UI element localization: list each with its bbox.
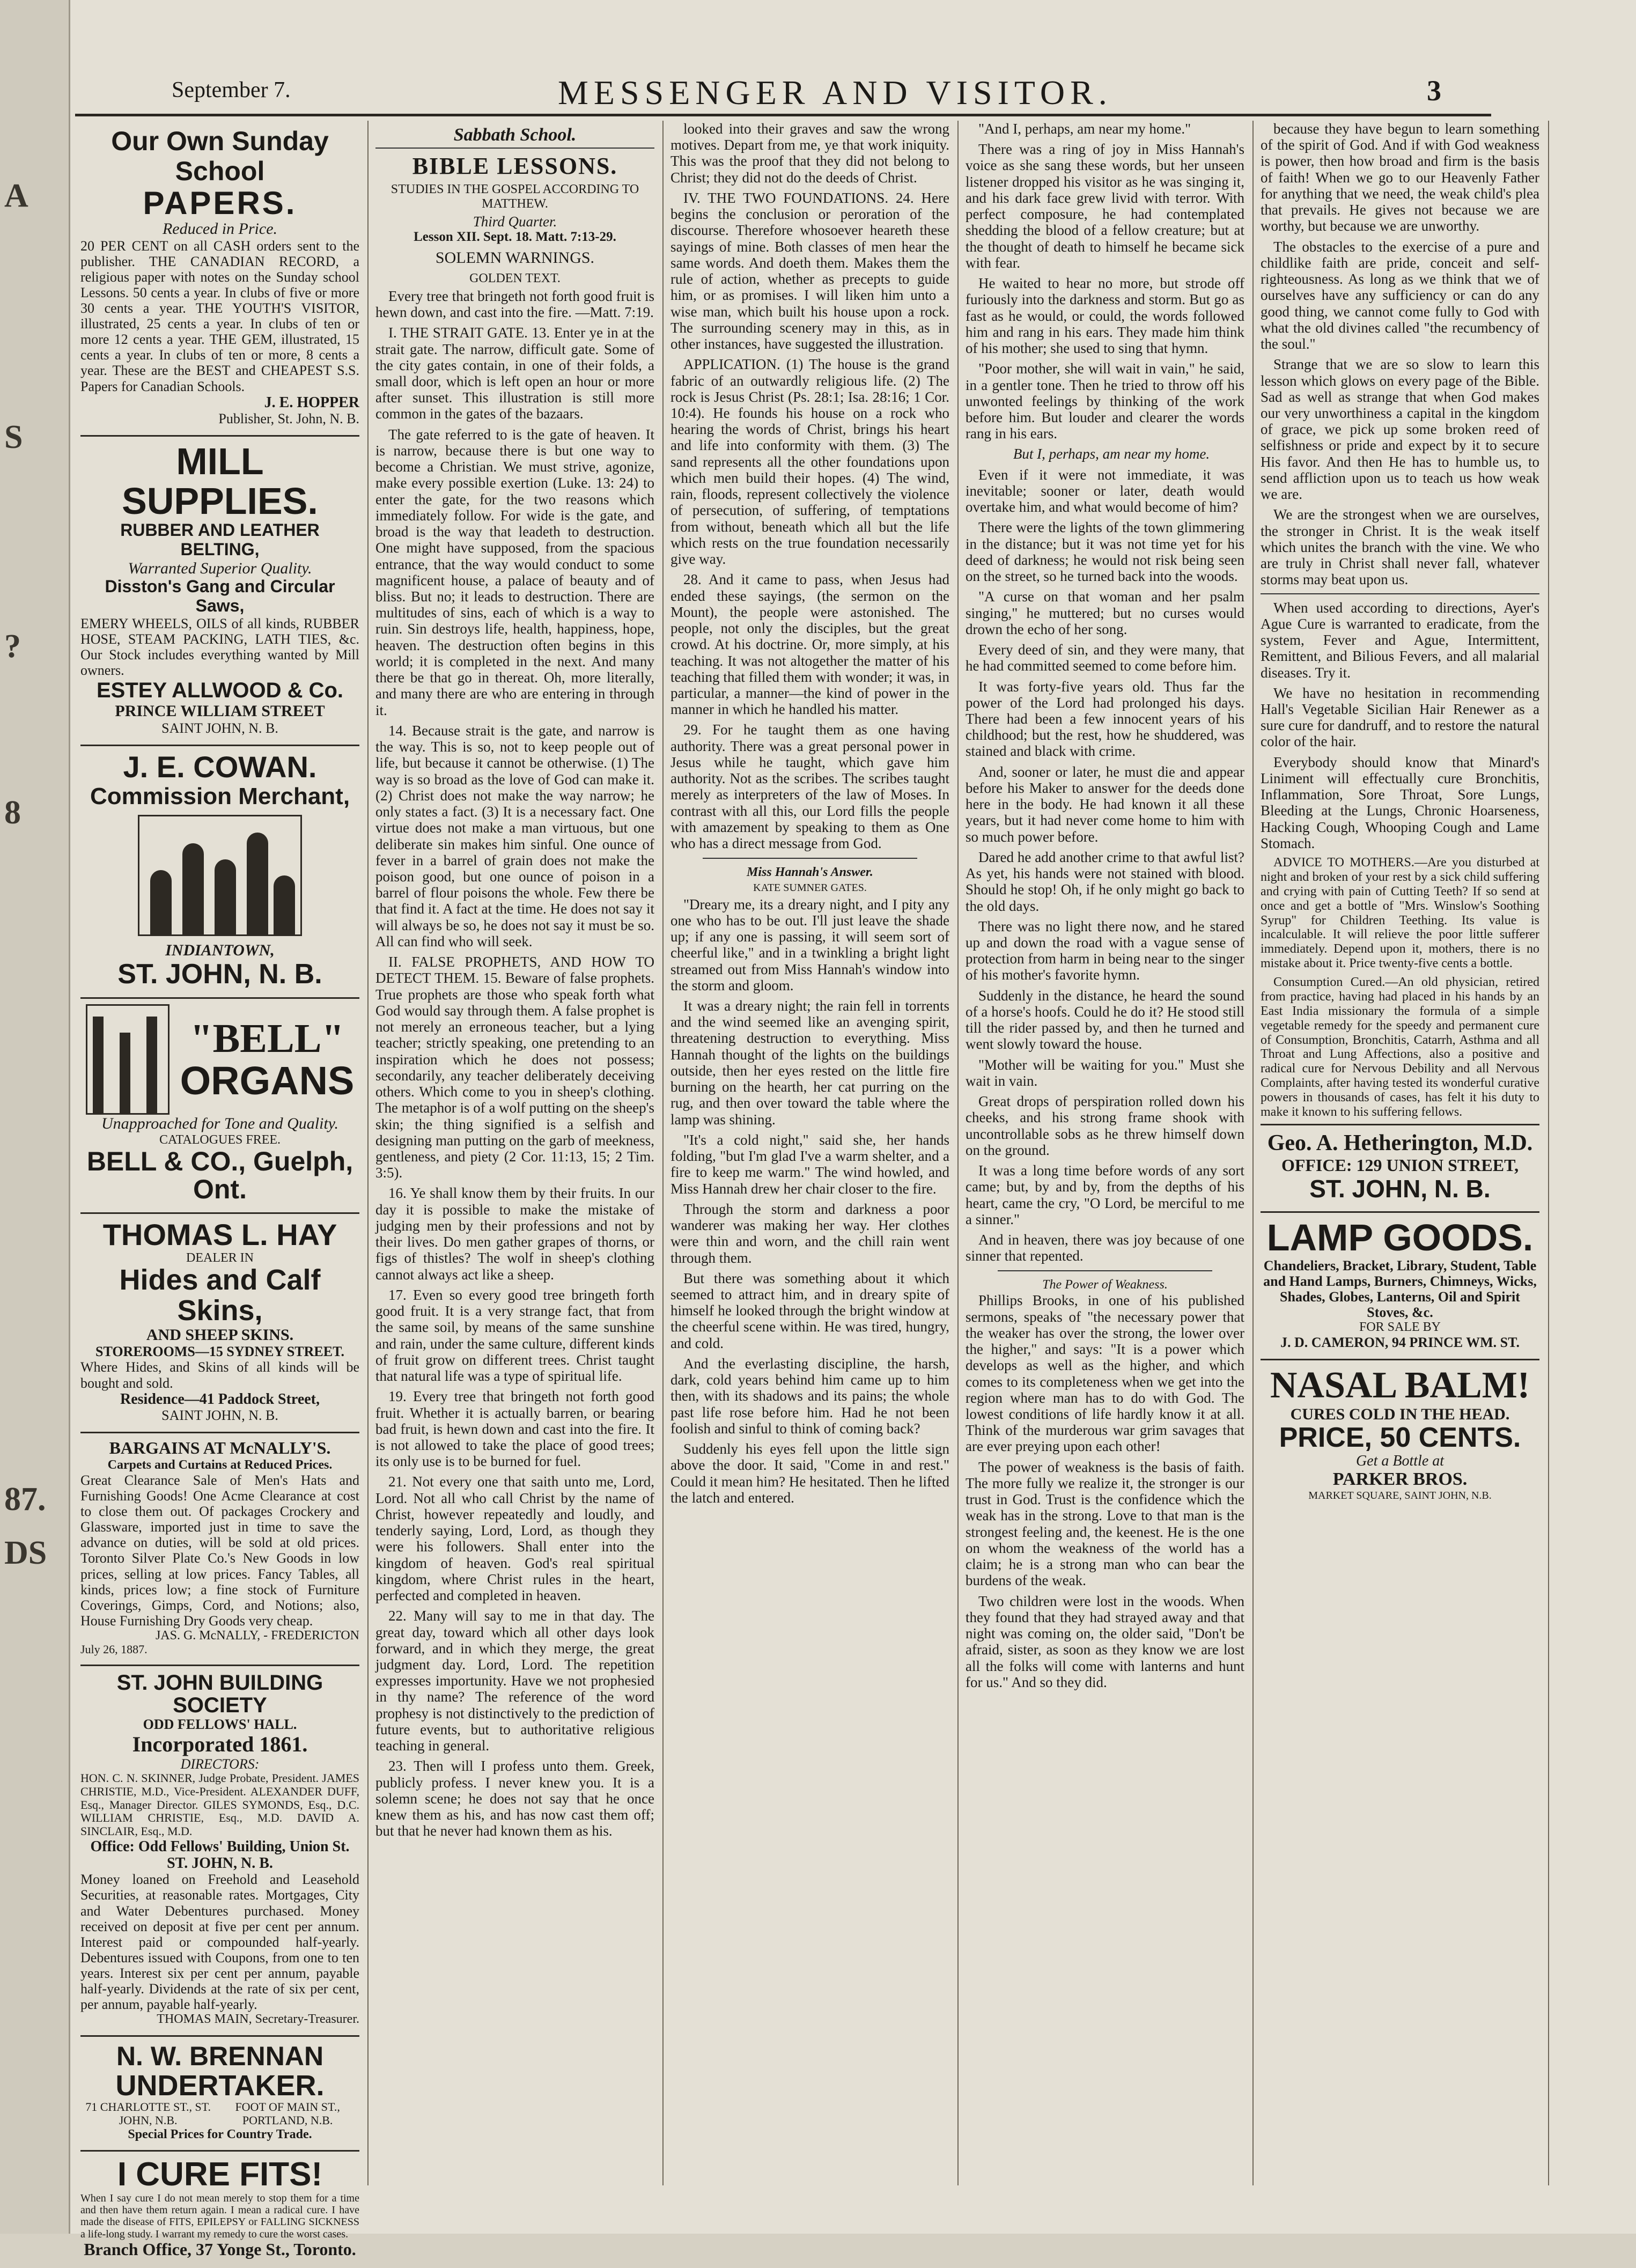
- margin-fragment: 87.: [4, 1481, 46, 1518]
- story-paragraph: It was a long time before words of any sort came; but, by and by, from the depths of his heart, came the cry, "O Lord, be merciful to me a sinner.": [966, 1162, 1244, 1227]
- lesson-paragraph: IV. THE TWO FOUNDATIONS. 24. Here begins the conclusion or peroration of the discourse. Therefore whosoever heareth these sayings of mine. Both classes of men hear the same words. And doeth them. Makes them the rule of action, whether as precepts to guide him, or as promises. I will liken him unto a wise man, which built his house upon a rock. The surrounding scenery may in this, as in other instances, have suggested the illustration.: [670, 189, 949, 352]
- ad-signature: J. E. HOPPER: [264, 394, 359, 411]
- ad-product: ORGANS: [180, 1058, 355, 1103]
- column-rule: [1252, 121, 1254, 2185]
- story-title: Miss Hannah's Answer.: [747, 865, 873, 880]
- ad-body: When I say cure I do not mean merely to stop them for a time and then have them return again. I mean a radical cure. I have made the disease of FITS, EPILEPSY or FALLING SICKNESS a life-long study. I warrant my remedy to cure the worst cases.: [80, 2192, 359, 2240]
- lesson-paragraph: 19. Every tree that bringeth not forth good fruit. Whether it is actually barren, or bearing bad fruit, is hewn down and cast into the fire. It is not allowed to take the place of good trees; its only use is to be burned for fuel.: [375, 1388, 654, 1470]
- left-page-edge: [0, 0, 70, 2234]
- story-paragraph: Through the storm and darkness a poor wanderer was making her way. Her clothes were thin and worn, and the chill rain went through them.: [670, 1201, 949, 1266]
- margin-fragment: A: [4, 178, 28, 214]
- lesson-paragraph: 28. And it came to pass, when Jesus had ended these sayings, (the sermon on the Mount), the people were astonished. The people, not only the disciples, but the great crowd. At his doctrine. Or, more simply, at his teaching. It was not altogether the matter of his teaching that filled them with wonder; it was, in particular, a manner—the kind of power in the manner in which he handled his matter.: [670, 571, 949, 718]
- lesson-paragraph: 29. For he taught them as one having authority. There was a great personal power in Jesus while he taught, which gave him authority. Not as the scribes. The scribes taught merely as interpreters of the law of Moses. In contrast with all this, our Lord fills the people with amazement by speaking to them as One who has a direct message from God.: [670, 721, 949, 852]
- ad-heading: MILL SUPPLIES.: [122, 440, 318, 522]
- ad-line: Disston's Gang and Circular Saws,: [105, 577, 335, 616]
- essay-paragraph: Strange that we are so slow to learn this lesson which glows on every page of the Bible. Sad as well as strange that when God makes our very unworthiness a capital in the kingdom of grace, we pick up some broken reed of selfishness or pride and expect by it to secure His favor. And then He has to humble us, to send affliction upon us to teach us how weak we are.: [1261, 356, 1539, 503]
- ad-heading-papers: PAPERS.: [143, 185, 297, 221]
- brennan-ad: [80, 2037, 359, 2152]
- lesson-paragraph: APPLICATION. (1) The house is the grand fabric of an outwardly religious life. (2) The rock is Jesus Christ (Ps. 28:1; Isa. 28:16; 1 Cor. 10:4). He founds his house on a rock who hearing the words of Christ, brings his heart and life into conformity with them. (3) The sand represents all the other foundations upon which men build their hopes. (4) The wind, rain, floods, represent collectively the violence of persecution, of suffering, of temptations from without, beneath which all but the life which rests on the true foundation necessarily give way.: [670, 356, 949, 568]
- ad-address: MARKET SQUARE, SAINT JOHN, N.B.: [1308, 1490, 1492, 1502]
- essay-paragraph: Phillips Brooks, in one of his published sermons, speaks of "the necessary power that the weaker has over the strong, the lower over the higher," and says: "It is a power which develops as well as the higher, and which comes to its completeness when we get into the region where man has to do with God. The lowest conditions of life hardly know it at all. Think of the murderous war grim savages that are ever preying upon each other!: [966, 1292, 1244, 1455]
- essay-paragraph: because they have begun to learn something of the spirit of God. And if with God weakness is power, then how broad and firm is the basis of faith! When we go to our Heavenly Father for anything that we need, the weak child's plea that prevails. He gives not because we are worthy, but because we are unworthy.: [1261, 121, 1539, 234]
- ad-body: EMERY WHEELS, OILS of all kinds, RUBBER HOSE, STEAM PACKING, LATH TIES, &c. Our Stock includes everything wanted by Mill owners.: [80, 616, 359, 679]
- ad-body: 20 PER CENT on all CASH orders sent to the publisher. THE CANADIAN RECORD, a religious paper with notes on the Sunday school Lessons. 50 cents a year. In clubs of five or more 30 cents a year. THE YOUTH'S VISITOR, illustrated, 25 cents a year. In clubs of ten or more 12 cents a year. THE GEM, illustrated, 15 cents a year. In clubs of ten or more, 8 cents a year. These are the BEST and CHEAPEST S.S. Papers for Canadian Schools.: [80, 238, 359, 394]
- column-rule: [957, 121, 959, 2185]
- ad-directors: HON. C. N. SKINNER, Judge Probate, President. JAMES CHRISTIE, M.D., Vice-President. ALEXANDER DUFF, Esq., Manager Director. GILES SYMONDS, Esq., D.C. WILLIAM CHRISTIE, Esq., M.D. DAVID A. SINCLAIR, Esq., M.D.: [80, 1771, 359, 1838]
- ad-city: SAINT JOHN, N. B.: [161, 1408, 278, 1424]
- notice: When used according to directions, Ayer's Ague Cure is warranted to eradicate, from the system, Fever and Ague, Intermittent, Remittent, and Bilious Fevers, and all malarial diseases. Try it.: [1261, 599, 1539, 681]
- hetherington-ad: [1261, 1124, 1539, 1213]
- story-paragraph: Dared he add another crime to that awful list? As yet, his hands were not stained with blood. Should he stop! Oh, if he only might go back to the old days.: [966, 849, 1244, 914]
- ad-body: Chandeliers, Bracket, Library, Student, Table and Hand Lamps, Burners, Chimneys, Wicks, Shades, Globes, Lanterns, Oil and Spirit Stoves, &c.: [1263, 1257, 1537, 1321]
- ad-body: Great Clearance Sale of Men's Hats and Furnishing Goods! One Acme Clearance at cost to close them out. Of packages Crockery and Glassware, imported just in time to save the advance on duties, will be sold at old prices. Toronto Silver Plate Co.'s New Goods in low prices, selling at low prices. Fancy Tables, all kinds, prices low; a fine stock of Furniture Coverings, Gimps, Cord, and Notions; also, House Furnishing Dry Goods very cheap.: [80, 1472, 359, 1629]
- story-paragraph: "A curse on that woman and her psalm singing," he muttered; but no curses would drown the echo of her song.: [966, 588, 1244, 637]
- story-paragraph: Great drops of perspiration rolled down his cheeks, and his strong frame shook with uncontrollable sobs as he threw himself down on the ground.: [966, 1093, 1244, 1158]
- nasal-balm-ad: [1261, 1360, 1539, 1511]
- golden-text-label: GOLDEN TEXT.: [469, 271, 561, 285]
- ad-firm: ESTEY ALLWOOD & Co.: [96, 678, 344, 702]
- story-paragraph: Suddenly in the distance, he heard the sound of a horse's hoofs. Could he do it? He stood still till the rider passed by, and then he turned and went slowly toward the house.: [966, 987, 1244, 1052]
- lesson-paragraph: 21. Not every one that saith unto me, Lord, Lord. Not all who call Christ by the name of Christ, however repeatedly and loudly, and tenderly saying, Lord, Lord, as though they were his followers. Shall enter into the kingdom of heaven. God's real spiritual kingdom, where Christ rules in the heart, perfected and completed in heaven.: [375, 1474, 654, 1604]
- ad-body: Where Hides, and Skins of all kinds will be bought and sold.: [80, 1359, 359, 1391]
- story-paragraph: And, sooner or later, he must die and appear before his Maker to answer for the deeds done here in the body. He had known it all these years, but it had never come home to him with so much power before.: [966, 763, 1244, 845]
- column-rule: [662, 121, 664, 2185]
- ad-address: FOOT OF MAIN ST., PORTLAND, N.B.: [235, 2100, 340, 2127]
- lesson-paragraph: 23. Then will I profess unto them. Greek, publicly profess. I never knew you. It is a solemn scene; he does not say that he once knew them as his, and has now cast them off; but that he never had known them as his.: [375, 1758, 654, 1839]
- story-paragraph: It was forty-five years old. Thus far the power of the Lord had prolonged his days. There had been a few innocent years of his childhood; but the rest, how he shuddered, was stained and black with crime.: [966, 678, 1244, 760]
- essay-paragraph: We are the strongest when we are ourselves, the stronger in Christ. It is the weak itself which unites the branch with the vine. We who are truly in Christ shall never fall, whatever storms may beat upon us.: [1261, 506, 1539, 588]
- story-paragraph: There was no light there now, and he stared up and down the road with a vague sense of protection from harm in being near to the singer of his mother's favorite hymn.: [966, 918, 1244, 983]
- ad-date: July 26, 1887.: [80, 1642, 148, 1656]
- ad-name: N. W. BRENNAN: [116, 2041, 324, 2072]
- ad-dealer: DEALER IN: [186, 1250, 254, 1265]
- margin-fragment: ?: [4, 628, 21, 665]
- ad-brand: "BELL": [190, 1015, 344, 1061]
- golden-text: Every tree that bringeth not forth good fruit is hewn down, and cast into the fire. —Matt. 7:19.: [375, 288, 654, 321]
- column-rule: [367, 121, 369, 2185]
- story-paragraph: Every deed of sin, and they were many, that he had committed seemed to come before him.: [966, 642, 1244, 674]
- ad-product: Hides and Calf Skins,: [119, 1264, 321, 1327]
- notice: Consumption Cured.—An old physician, retired from practice, having had placed in his hands by an East India missionary the formula of a simple vegetable remedy for the speedy and permanent cure of Consumption, Bronchitis, Catarrh, Asthma and all Throat and Lung Affections, also a positive and radical cure for Nervous Debility and all Nervous Complaints, after having tested its wonderful curative powers in thousands of cases, has felt it his duty to make it known to his suffering fellows.: [1261, 975, 1539, 1119]
- lesson-paragraph: The gate referred to is the gate of heaven. It is narrow, because there is but one way to become a Christian. We must strive, agonize, make every possible exertion (Luke. 13: 24) to enter the gate, for the two reasons which immediately follow. For wide is the gate, and broad is the way that leadeth to destruction. One might have supposed, from the spacious entrance, that the way would conduct to some magnificent house, a palace of beauty and of bliss. But no; it leads to destruction. There are multitudes of sins, each of which is a way to ruin. Sin destroys life, health, happiness, hope, heaven. The destruction often begins in this world; it is completed in the next. And many there be that go in thereat. Oh, more literally, and many there are who are entering in through it.: [375, 426, 654, 718]
- sabbath-school-column: [370, 121, 660, 2185]
- story-paragraph: But I, perhaps, am near my home.: [1013, 446, 1210, 462]
- ad-address: 71 CHARLOTTE ST., ST. JOHN, N.B.: [85, 2100, 211, 2127]
- story-paragraph: And in heaven, there was joy because of one sinner that repented.: [966, 1232, 1244, 1264]
- ad-secretary: THOMAS MAIN, Secretary-Treasurer.: [157, 2012, 359, 2027]
- ad-line: RUBBER AND LEATHER BELTING,: [120, 520, 320, 559]
- ad-office: OFFICE: 129 UNION STREET,: [1281, 1155, 1519, 1175]
- fits-ad: [80, 2152, 359, 2267]
- ad-price: PRICE, 50 CENTS.: [1279, 1422, 1521, 1454]
- essay-and-ads-column: [1255, 121, 1545, 2185]
- story-paragraph: "It's a cold night," said she, her hands folding, "but I'm glad I've a warm shelter, and a fire to keep me warm." The wind howled, and Miss Hannah drew her chair closer to the fire.: [670, 1131, 949, 1197]
- lessons-subtitle: STUDIES IN THE GOSPEL ACCORDING TO MATTHEW.: [390, 182, 639, 211]
- ad-address: PRINCE WILLIAM STREET: [115, 702, 325, 720]
- lesson-paragraph: 14. Because strait is the gate, and narrow is the way. This is so, not to keep people out of life, but because it cannot be otherwise. (1) The way is so broad as the love of God can make it. (2) Christ does not make the way narrow; he only states a fact. (3) It is a necessary fact. One virtue does not make a man virtuous, but one deliberate sin makes him sinful. One ounce of fever in a barrel of grain does not make the poison good, but one ounce of poison in a barrel of flour poisons the whole. Few there be that find it. A fact at the time. He does not say it will always be so, he does not say it must be so. All can find who will seek.: [375, 722, 654, 949]
- issue-date: September 7.: [172, 78, 291, 102]
- column-rule: [1548, 121, 1549, 2185]
- ad-city: SAINT JOHN, N. B.: [161, 720, 278, 736]
- notice: We have no hesitation in recommending Hall's Vegetable Sicilian Hair Renewer as a sure cure for dandruff, and to restore the natural color of the hair.: [1261, 684, 1539, 750]
- quarter: Third Quarter.: [473, 213, 557, 230]
- ad-tagline: Unapproached for Tone and Quality.: [101, 1115, 338, 1133]
- lesson-line: Lesson XII. Sept. 18. Matt. 7:13-29.: [414, 230, 616, 245]
- lesson-paragraph: looked into their graves and saw the wrong motives. Depart from me, ye that work iniquity. This was the proof that they did not belong to Christ; they did not do the deeds of Christ.: [670, 121, 949, 186]
- ad-locality: INDIANTOWN,: [165, 941, 275, 960]
- ad-subheading: Reduced in Price.: [162, 220, 278, 238]
- story-paragraph: Even if it were not immediate, it was inevitable; sooner or later, death would overtake him, and what would become of him?: [966, 466, 1244, 516]
- ad-sale: FOR SALE BY: [1359, 1320, 1441, 1335]
- ad-heading: BARGAINS AT McNALLY'S.: [109, 1438, 331, 1458]
- story-paragraph: There were the lights of the town glimmering in the distance; but it was not time yet for his deed of darkness; he would not risk being seen on the street, so he turned back into the woods.: [966, 519, 1244, 585]
- ad-name: THOMAS L. HAY: [102, 1217, 337, 1251]
- story-paragraph: "Dreary me, its a dreary night, and I pity any one who has to be out. I'll just leave the shade up; if any one is passing, it will seem sort of cheerful like," and in a twinkling a bright light streamed out from Miss Hannah's window into the storm and gloom.: [670, 896, 949, 993]
- margin-fragment: S: [4, 419, 23, 455]
- ad-body: Money loaned on Freehold and Leasehold Securities, at reasonable rates. Mortgages, City and Water Debentures purchased. Money received on deposit at five per cent per annum. Interest paid or compounded half-yearly. Debentures issued with Coupons, from one to ten years. Interest six per cent per annum, payable half-yearly. Dividends at the rate of six per cent, per annum, payable half-yearly.: [80, 1872, 359, 2013]
- sunday-school-ad: [80, 121, 359, 437]
- ad-special: Special Prices for Country Trade.: [128, 2127, 312, 2141]
- masthead-rule: [75, 114, 1491, 116]
- ad-trade: Commission Merchant,: [90, 783, 350, 809]
- ad-heading: I CURE FITS!: [117, 2156, 323, 2193]
- story-paragraph: But there was something about it which seemed to attract him, and in dreary spite of himself he looked through the bright window at the cheerful scene within. He was tired, hungry, and cold.: [670, 1270, 949, 1351]
- story-paragraph: And the everlasting discipline, the harsh, dark, cold years behind him came up to him then, with its shadows and its pains; the whole past life rose before him. Had he not been foolish and sinful to think of coming back?: [670, 1355, 949, 1437]
- ad-subheading: ODD FELLOWS' HALL.: [143, 1717, 297, 1733]
- ad-office: Office: Odd Fellows' Building, Union St. ST. JOHN, N. B.: [90, 1838, 350, 1872]
- story-paragraph: "And I, perhaps, am near my home.": [978, 121, 1191, 137]
- ad-subheading: Carpets and Curtains at Reduced Prices.: [107, 1457, 333, 1472]
- essay-paragraph: The power of weakness is the basis of faith. The more fully we realize it, the stronger is our trust in God. Trust is the confidence which the weak has in the strong. Love to that man is the strongest feeling and, the keenest. He is the one on whom the weakness of the world has a claim; he is a strong man who can bear the burdens of the weak.: [966, 1459, 1244, 1589]
- ad-incorporated: Incorporated 1861.: [132, 1732, 308, 1756]
- page-number: 3: [1427, 75, 1441, 107]
- notice: Everybody should know that Minard's Liniment will effectually cure Bronchitis, Inflammation, Sore Throat, Sore Lungs, Bleeding at the Lungs, Chronic Hoarseness, Hacking Cough, Whooping Cough and Lame Stomach.: [1261, 754, 1539, 851]
- ad-store: STOREROOMS—15 SYDNEY STREET.: [95, 1344, 344, 1360]
- building-society-ad: [80, 1666, 359, 2037]
- ad-trade: UNDERTAKER.: [115, 2069, 325, 2102]
- ad-residence: Residence—41 Paddock Street,: [120, 1390, 320, 1408]
- lamp-goods-ad: [1261, 1213, 1539, 1360]
- ad-city: ST. JOHN, N. B.: [1309, 1174, 1491, 1203]
- story-paragraph: "Poor mother, she will wait in vain," he said, in a gentler tone. Then he tried to throw off his unwonted feelings by thinking of the work before him. But louder and clearer the words rang in his ears.: [966, 360, 1244, 442]
- ad-branch: Branch Office, 37 Yonge St., Toronto.: [84, 2240, 356, 2259]
- masthead: [75, 70, 1491, 113]
- ad-firm: J. D. CAMERON, 94 PRINCE WM. ST.: [1280, 1335, 1520, 1351]
- lesson-paragraph: I. THE STRAIT GATE. 13. Enter ye in at the strait gate. The narrow, difficult gate. Some of the city gates contain, in one of their folds, a small door, which is left open an hour or more after sunset. This illustration is still more common in the gates of the bazaars.: [375, 325, 654, 422]
- newspaper-title: MESSENGER AND VISITOR.: [558, 73, 1112, 112]
- lesson-heading: SOLEMN WARNINGS.: [435, 249, 595, 267]
- margin-fragment: 8: [4, 794, 21, 831]
- story-paragraph: There was a ring of joy in Miss Hannah's voice as she sang these words, but her unseen listener dropped his visitor as he was singing it, and his dark face grew livid with terror. With perfect composure, he had contemplated shedding the blood of a fellow creature; but at the thought of death to himself he became sick with fear.: [966, 141, 1244, 271]
- story-paragraph: Suddenly his eyes fell upon the little sign above the door. It said, "Come in and rest." Could it mean him? He hesitated. Then he lifted the latch and entered.: [670, 1441, 949, 1506]
- story-author: KATE SUMNER GATES.: [753, 882, 867, 894]
- section-title: Sabbath School.: [375, 125, 654, 149]
- lesson-continued-column: [665, 121, 955, 2185]
- ad-city: ST. JOHN, N. B.: [117, 958, 322, 990]
- organ-illustration: [86, 1004, 170, 1115]
- ad-signature: JAS. G. McNALLY, - FREDERICTON: [155, 1628, 359, 1643]
- ad-heading: LAMP GOODS.: [1266, 1217, 1534, 1259]
- cowan-ad: [80, 746, 359, 999]
- essay-title: The Power of Weakness.: [1042, 1278, 1168, 1292]
- mill-supplies-ad: [80, 437, 359, 746]
- essay-paragraph: Two children were lost in the woods. When they found that they had strayed away and that night was coming on, the older said, "Don't be afraid, sister, as soon as they know we are lost all the folks will come with lanterns and hunt for us." And so they did.: [966, 1593, 1244, 1690]
- hay-hides-ad: [80, 1214, 359, 1433]
- story-continued-column: [960, 121, 1250, 2185]
- advertisement-column: [75, 121, 365, 2259]
- ad-name: J. E. COWAN.: [123, 750, 317, 784]
- bell-organs-ad: [80, 999, 359, 1213]
- ad-bottle: Get a Bottle at: [1355, 1452, 1445, 1469]
- ad-heading: ST. JOHN BUILDING SOCIETY: [116, 1671, 323, 1718]
- ad-subheading: CURES COLD IN THE HEAD.: [1290, 1405, 1510, 1423]
- ad-name: Geo. A. Hetherington, M.D.: [1267, 1130, 1533, 1155]
- ad-directors-label: DIRECTORS:: [180, 1756, 260, 1772]
- lesson-paragraph: II. FALSE PROPHETS, AND HOW TO DETECT THEM. 15. Beware of false prophets. True prophets are those who speak forth what God would say through them. A false prophet is not merely an erroneous teacher, but a lying teacher; strictly speaking, one pretending to an inspiration which he does not possess; secondarily, any teacher deliberately deceiving others. Which come to you in sheep's clothing. The metaphor is of a wolf putting on the sheep's skin; the thing signified is a selfish and designing man putting on the garb of meekness, gentleness, and piety (2 Cor. 11:13, 15; 2 Tim. 3:5).: [375, 954, 655, 1181]
- lessons-title: BIBLE LESSONS.: [412, 153, 618, 180]
- ad-firm: BELL & CO., Guelph, Ont.: [86, 1146, 353, 1205]
- ad-signature-title: Publisher, St. John, N. B.: [218, 411, 359, 427]
- lesson-paragraph: 16. Ye shall know them by their fruits. In our day it is possible to make the mistake of judging men by their professions and not by their lives. Do men gather grapes of thorns, or figs of thistles? The wolf in sheep's clothing cannot always act like a sheep.: [375, 1185, 654, 1283]
- mcnally-ad: [80, 1433, 359, 1666]
- ad-firm: PARKER BROS.: [1332, 1469, 1468, 1490]
- story-paragraph: He waited to hear no more, but strode off furiously into the darkness and storm. But go as fast as he would, or could, the words followed him and rang in his ears. They made him think of his mother; she used to sing that hymn.: [966, 275, 1244, 357]
- notice: ADVICE TO MOTHERS.—Are you disturbed at night and broken of your rest by a sick child suffering and crying with pain of Cutting Teeth? If so send at once and get a bottle of "Mrs. Winslow's Soothing Syrup" for Children Teething. Its value is incalculable. It will relieve the poor little sufferer immediately. Depend upon it, mothers, there is no mistake about it. Price twenty-five cents a bottle.: [1261, 856, 1539, 971]
- ad-product-2: AND SHEEP SKINS.: [146, 1326, 294, 1344]
- ad-heading: NASAL BALM!: [1270, 1365, 1530, 1407]
- margin-fragment: DS: [4, 1535, 47, 1571]
- ad-heading: Our Own Sunday School: [111, 126, 329, 186]
- lesson-paragraph: 22. Many will say to me in that day. The great day, toward which all other days look forward, and in which they merge, the great judgment day. Lord, Lord. The repetition expresses importunity. Have we not prophesied in thy name? The reference of the word prophesy is not distinctively to the prediction of future events, but to authoritative religious teaching in general.: [375, 1608, 654, 1754]
- story-paragraph: "Mother will be waiting for you." Must she wait in vain.: [966, 1056, 1244, 1089]
- essay-paragraph: The obstacles to the exercise of a pure and childlike faith are pride, conceit and self-righteousness. As long as we think that we of ourselves have any sufficiency or can do any good thing, we cannot come fully to God with what the old divines called "the recumbency of the soul.": [1261, 238, 1539, 352]
- ad-catalogues: CATALOGUES FREE.: [159, 1132, 281, 1147]
- ad-line: Warranted Superior Quality.: [128, 559, 312, 577]
- tableware-illustration: [138, 815, 302, 936]
- lesson-paragraph: 17. Even so every good tree bringeth forth good fruit. It is a very strange fact, that from the same soil, by means of the same sunshine and rain, under the same culture, different kinds of fruit grow on different trees. Christ taught that natural life was a type of spiritual life.: [375, 1286, 654, 1385]
- story-paragraph: It was a dreary night; the rain fell in torrents and the wind seemed like an avenging spirit, threatening destruction to everything. Miss Hannah thought of the lights on the buildings outside, then her eyes rested on the little fire burning on the hearth, her cat purring on the rug, and then over toward the table where the lamp was shining.: [670, 997, 949, 1128]
